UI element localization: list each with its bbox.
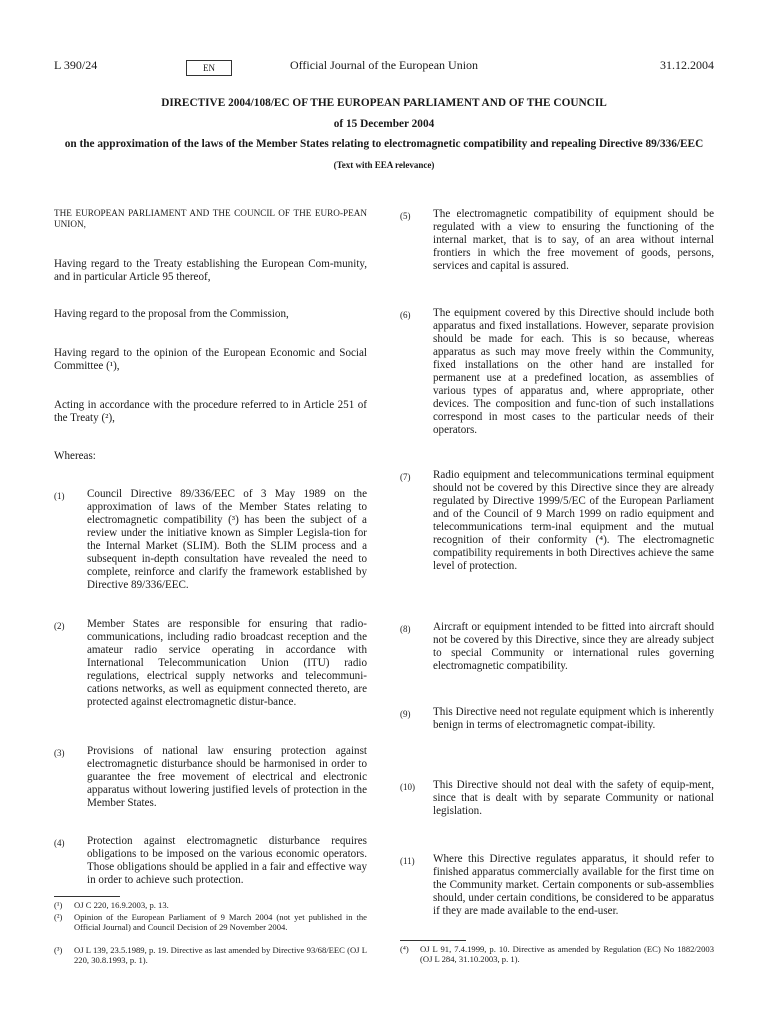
recital	[54, 488, 367, 592]
recital-text: Aircraft or equipment intended to be fitted into aircraft should not be covered by this Directive, since they are already subject to special Community or international rules governing electromagnetic compatibility.	[433, 621, 714, 672]
preamble-proposal: Having regard to the proposal from the Commission,	[54, 308, 289, 320]
footnote-number: (²)	[54, 912, 63, 922]
recital-number: (5)	[400, 211, 411, 221]
directive-date: of 15 December 2004	[333, 118, 435, 130]
recital-text: This Directive should not deal with the safety of equip-ment, since that is dealt with by separate Community or national legislation.	[433, 779, 714, 817]
recital-text: Member States are responsible for ensuring that radio-communications, including radio broadcast reception and the amateur radio service operating in accordance with International Telecommunication Union (ITU) radio regulations, electrical supply networks and telecommuni-cations networks, as well as equipment connected thereto, are protected against electromagnetic distur-bance.	[87, 618, 367, 708]
recital-number: (6)	[400, 310, 411, 320]
journal-reference: L 390/24	[54, 58, 98, 72]
recital-number: (4)	[54, 838, 65, 848]
recital-text: Provisions of national law ensuring protection against electromagnetic disturbance should be harmonised in order to guarantee the free movement of electrical and electronic apparatus without lowering justified levels of protection in the Member States.	[87, 745, 367, 809]
directive-title: DIRECTIVE 2004/108/EC OF THE EUROPEAN PARLIAMENT AND OF THE COUNCIL	[161, 97, 607, 109]
recital-number: (1)	[54, 491, 65, 501]
footnote	[54, 900, 367, 910]
publication-date: 31.12.2004	[660, 58, 714, 72]
recital-text: The equipment covered by this Directive should include both apparatus and fixed installations. However, separate provision should be made for each. This is so because, whereas apparatus as such may move freely within the Community, fixed installations on the other hand are installed for permanent use at a predefined location, as assemblies of various types of apparatus and, where appropriate, other devices. The composition and func-tion of such installations correspond in most cases to the particular needs of their operators.	[433, 307, 714, 436]
journal-title: Official Journal of the European Union	[289, 58, 479, 72]
recital-number: (7)	[400, 472, 411, 482]
preamble-intro: THE EUROPEAN PARLIAMENT AND THE COUNCIL OF THE EURO-PEAN UNION,	[54, 208, 367, 229]
recital	[54, 618, 367, 709]
recital-text: Protection against electromagnetic disturbance requires obligations to be imposed on the various economic operators. Those obligations should be applied in a fair and effective way in order to achieve such protection.	[87, 835, 367, 886]
footnote-number: (⁴)	[400, 944, 409, 954]
footnote-text: OJ C 220, 16.9.2003, p. 13.	[74, 900, 169, 910]
recital	[400, 208, 714, 273]
recital	[400, 307, 714, 437]
recital-number: (3)	[54, 748, 65, 758]
preamble-whereas: Whereas:	[54, 450, 96, 462]
footnote-text: OJ L 91, 7.4.1999, p. 10. Directive as amended by Regulation (EC) No 1882/2003 (OJ L 284, 31.10.2003, p. 1).	[420, 944, 714, 964]
footnote	[54, 912, 367, 932]
recital-text: Radio equipment and telecommunications terminal equipment should not be covered by this Directive since they are already regulated by Directive 1999/5/EC of the European Parliament and of the Council of 9 March 1999 on radio equipment and telecommunications term-inal equipment and the mutual recognition of their conformity (⁴). The electromagnetic compatibility requirements in both Directives achieve the same level of protection.	[433, 469, 714, 572]
preamble-procedure: Acting in accordance with the procedure referred to in Article 251 of the Treaty (²),	[54, 399, 367, 424]
directive-title-block	[54, 97, 714, 172]
recital-number: (11)	[400, 856, 415, 866]
language-badge: EN	[186, 60, 232, 76]
recital-number: (9)	[400, 709, 411, 719]
footnote	[54, 945, 367, 965]
recital	[400, 621, 714, 673]
recital	[400, 779, 714, 818]
footnote-divider	[400, 940, 466, 941]
recital-number: (8)	[400, 624, 411, 634]
recital	[54, 745, 367, 810]
page-header	[54, 58, 714, 76]
recital-number: (10)	[400, 782, 415, 792]
footnote-number: (³)	[54, 945, 63, 955]
directive-subject: on the approximation of the laws of the Member States relating to electromagnetic compatibility and repealing Directive 89/336/EEC	[64, 138, 704, 150]
recital	[400, 853, 714, 918]
preamble-treaty: Having regard to the Treaty establishing the European Com-munity, and in particular Article 95 thereof,	[54, 258, 367, 283]
recital	[54, 835, 367, 887]
recital-text: This Directive need not regulate equipment which is inherently benign in terms of electromagnetic compat-ibility.	[433, 706, 714, 731]
recital	[400, 469, 714, 573]
recital-number: (2)	[54, 621, 65, 631]
preamble-opinion: Having regard to the opinion of the European Economic and Social Committee (¹),	[54, 347, 367, 372]
footnote	[400, 944, 714, 964]
eea-relevance: (Text with EEA relevance)	[333, 160, 435, 170]
recital	[400, 706, 714, 732]
recital-text: The electromagnetic compatibility of equipment should be regulated with a view to ensuring the functioning of the internal market, that is to say, of an area without internal frontiers in which the free movement of goods, persons, services and capital is assured.	[433, 208, 714, 272]
recital-text: Council Directive 89/336/EEC of 3 May 1989 on the approximation of laws of the Member States relating to electromagnetic compatibility (³) has been the subject of a review under the initiative known as Simpler Legisla-tion for the Internal Market (SLIM). Both the SLIM process and a subsequent in-depth consultation have revealed the need to complete, reinforce and clarify the framework established by Directive 89/336/EEC.	[87, 488, 367, 591]
footnote-number: (¹)	[54, 900, 63, 910]
footnote-text: OJ L 139, 23.5.1989, p. 19. Directive as last amended by Directive 93/68/EEC (OJ L 220, 30.8.1993, p. 1).	[74, 945, 367, 965]
left-column	[54, 208, 367, 968]
right-column	[400, 208, 714, 948]
footnote-text: Opinion of the European Parliament of 9 March 2004 (not yet published in the Official Journal) and Council Decision of 29 November 2004.	[74, 912, 367, 932]
recital-text: Where this Directive regulates apparatus, it should refer to finished apparatus commercially available for the first time on the Community market. Certain components or sub-assemblies should, under certain conditions, be considered to be apparatus if they are made available to the end-user.	[433, 853, 714, 917]
footnote-divider	[54, 896, 120, 897]
